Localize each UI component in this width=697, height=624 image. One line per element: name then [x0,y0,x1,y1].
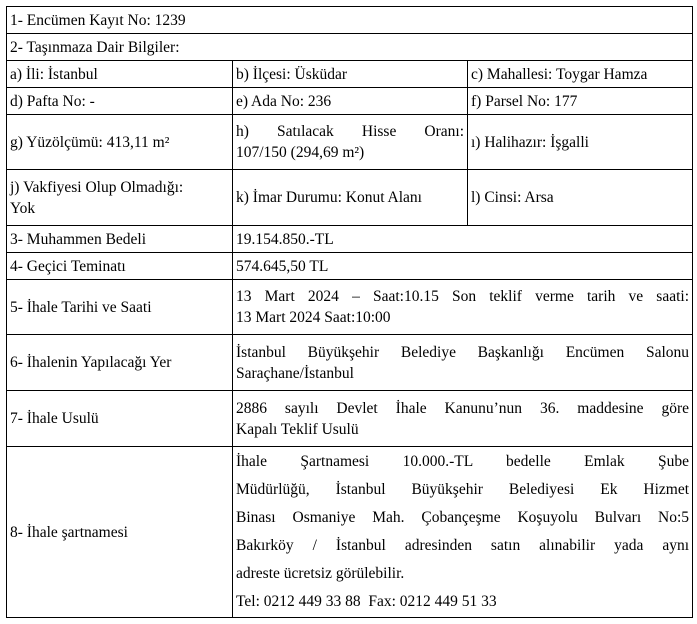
tender-place-value [233,335,693,391]
province-cell: a) İli: İstanbul [7,61,233,88]
foundation-cell [7,170,233,226]
estimated-value-label: 3- Muhammen Bedeli [7,226,233,253]
table-row [7,61,693,88]
foundation-line2: Yok [10,199,36,217]
specification-line4: Bakırköy / İstanbul adresinden satın alınabilir yada aynı [236,537,690,554]
tender-place-line1: İstanbul Büyükşehir Belediye Başkanlığı Encümen Salonu [236,343,690,361]
tender-method-label: 7- İhale Usulü [7,391,233,447]
table-row [7,170,693,226]
table-row [7,391,693,447]
specification-contact: Tel: 0212 449 33 88 Fax: 0212 449 51 33 [236,593,497,610]
provisional-guarantee-value: 574.645,50 TL [233,253,693,280]
tender-method-value [233,391,693,447]
specification-line5: adreste ücretsiz görülebilir. [236,565,405,582]
share-ratio-cell [233,115,468,170]
registry-number: 1- Encümen Kayıt No: 1239 [7,7,693,34]
table-row [7,115,693,170]
ihale-info-table [6,6,693,618]
tender-date-line1: 13 Mart 2024 – Saat:10.15 Son teklif verme tarih ve saati: [236,288,690,305]
table-row [7,88,693,115]
provisional-guarantee-label: 4- Geçici Teminatı [7,253,233,280]
table-row [7,253,693,280]
estimated-value: 19.154.850.-TL [233,226,693,253]
neighborhood-cell: c) Mahallesi: Toygar Hamza [468,61,693,88]
specification-line3: Binası Osmaniye Mah. Çobançeşme Koşuyolu Bulvarı No:5 [236,509,690,526]
table-row [7,226,693,253]
table-row [7,34,693,61]
share-ratio-line2: 107/150 (294,69 m²) [236,144,365,161]
tender-place-label: 6- İhalenin Yapılacağı Yer [7,335,233,391]
tender-date-value [233,280,693,335]
parcel-cell: f) Parsel No: 177 [468,88,693,115]
specification-label: 8- İhale şartnamesi [7,447,233,618]
tender-method-line2: Kapalı Teklif Usulü [236,420,359,438]
sheet-cell: d) Pafta No: - [7,88,233,115]
property-info-heading: 2- Taşınmaza Dair Bilgiler: [7,34,693,61]
tender-method-line1: 2886 sayılı Devlet İhale Kanunu’nun 36. maddesine göre [236,399,690,417]
zoning-cell: k) İmar Durumu: Konut Alanı [233,170,468,226]
current-state-cell: ı) Halihazır: İşgalli [468,115,693,170]
table-row [7,7,693,34]
type-cell: l) Cinsi: Arsa [468,170,693,226]
table-row [7,335,693,391]
specification-line2: Müdürlüğü, İstanbul Büyükşehir Belediyesi Ek Hizmet [236,481,690,498]
foundation-line1: j) Vakfiyesi Olup Olmadığı: [10,178,184,196]
table-row [7,280,693,335]
tender-date-label: 5- İhale Tarihi ve Saati [7,280,233,335]
specification-line1: İhale Şartnamesi 10.000.-TL bedelle Emlak Şube [236,453,690,470]
share-ratio-line1: h) Satılacak Hisse Oranı: [236,123,464,140]
block-cell: e) Ada No: 236 [233,88,468,115]
specification-value [233,447,693,618]
area-cell: g) Yüzölçümü: 413,11 m² [7,115,233,170]
tender-place-line2: Saraçhane/İstanbul [236,364,354,382]
tender-date-line2: 13 Mart 2024 Saat:10:00 [236,309,391,326]
table-row [7,447,693,618]
district-cell: b) İlçesi: Üsküdar [233,61,468,88]
